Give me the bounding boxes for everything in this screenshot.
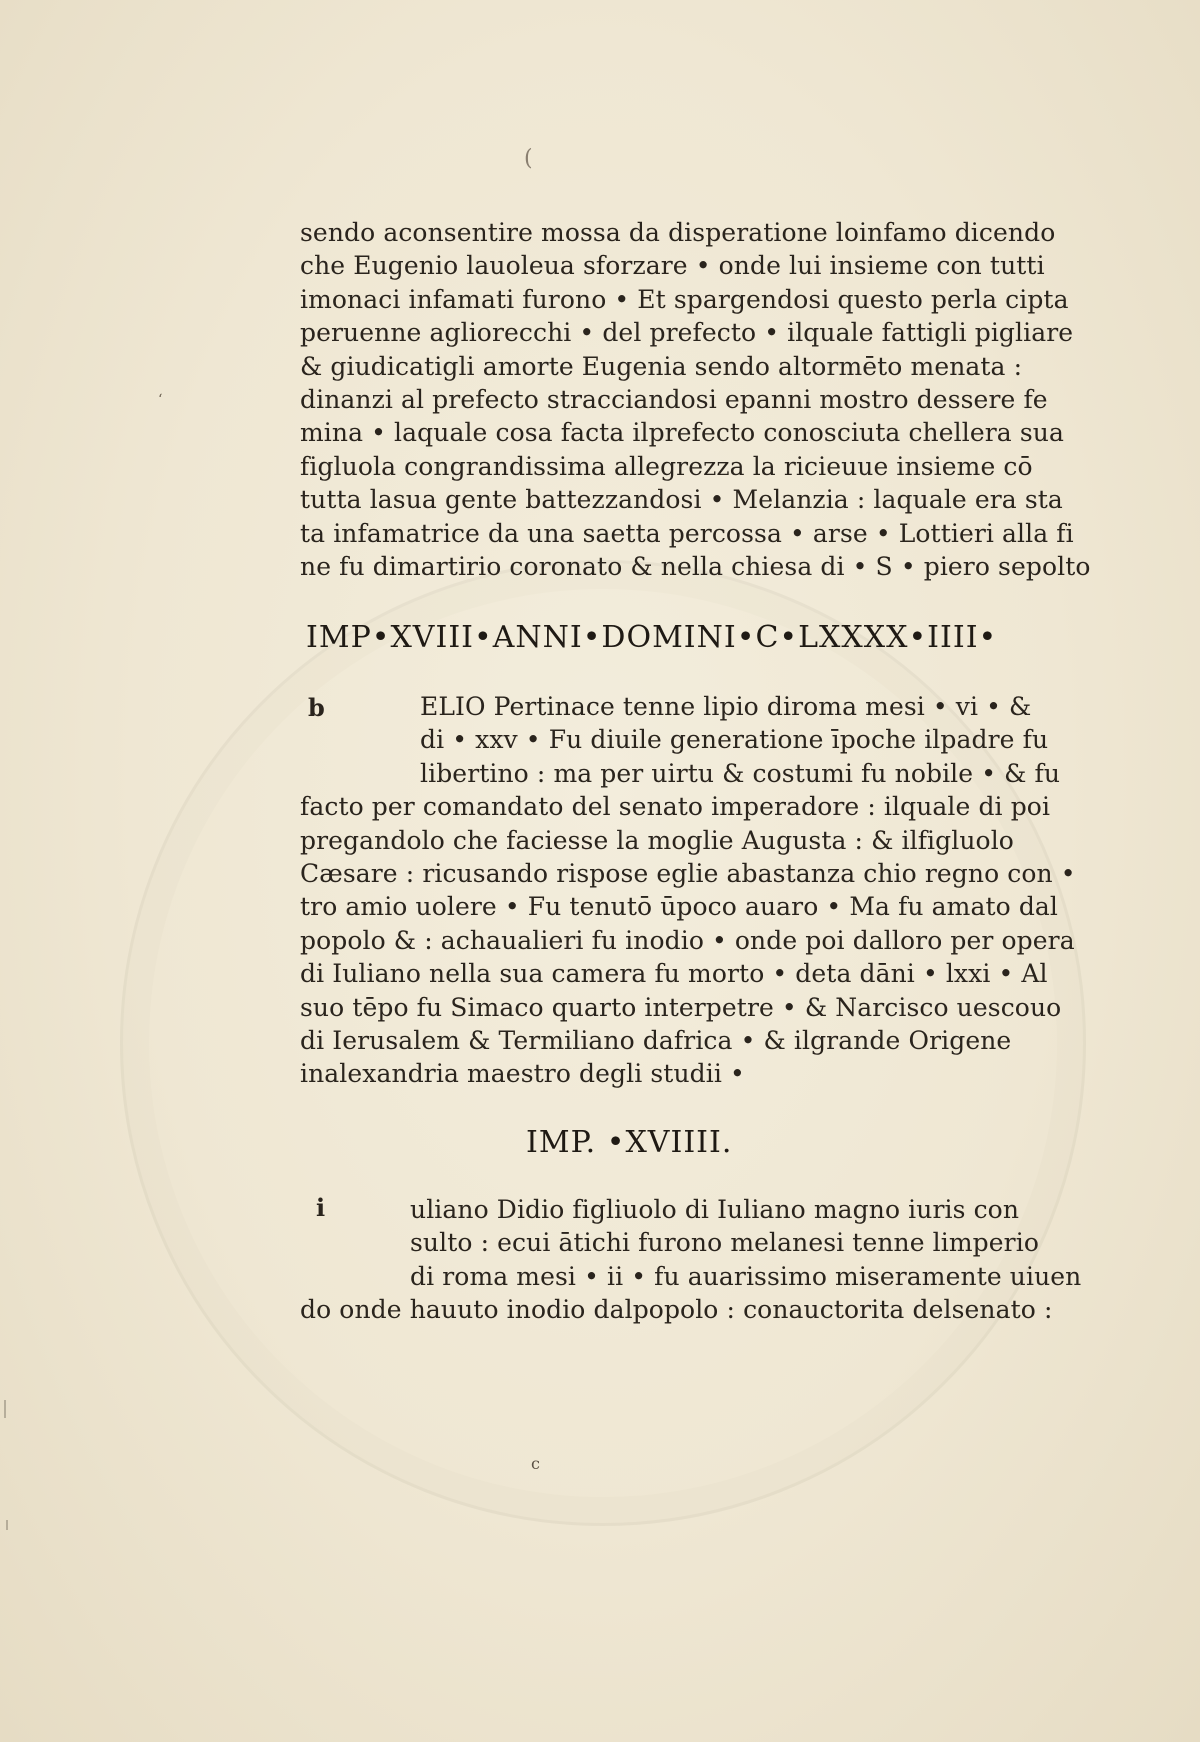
guide-letter-b: b: [308, 693, 325, 722]
paragraph-1-line: figluola congrandissima allegrezza la ricieuue insieme cō: [300, 451, 1033, 481]
paragraph-3-line: do onde hauuto inodio dalpopolo : conauctorita delsenato :: [300, 1295, 1053, 1325]
paragraph-1-line: dinanzi al prefecto stracciandosi epanni mostro dessere fe: [300, 385, 1048, 415]
paragraph-2-line: di Iuliano nella sua camera fu morto • deta dāni • lxxi • Al: [300, 959, 1048, 989]
paragraph-2-line: pregandolo che faciesse la moglie Augusta : & ilfigluolo: [300, 825, 1014, 855]
paragraph-1-line: sendo aconsentire mossa da disperatione loinfamo dicendo: [300, 218, 1056, 247]
paragraph-1-line: imonaci infamati furono • Et spargendosi questo perla cipta: [300, 284, 1069, 314]
guide-letter-i: i: [316, 1193, 326, 1222]
paragraph-2-indented-line: di • xxv • Fu diuile generatione īpoche ilpadre fu: [420, 725, 1049, 755]
paragraph-2-indented-line: libertino : ma per uirtu & costumi fu nobile • & fu: [420, 758, 1061, 788]
paragraph-1-line: tutta lasua gente battezzandosi • Melanzia : laquale era sta: [300, 485, 1063, 515]
paragraph-2-line: inalexandria maestro degli studii •: [300, 1059, 745, 1089]
paragraph-1-line: peruenne agliorecchi • del prefecto • ilquale fattigli pigliare: [300, 318, 1074, 348]
paragraph-1-line: ne fu dimartirio coronato & nella chiesa di • S • piero sepolto: [300, 552, 1091, 582]
paragraph-1-line: ta infamatrice da una saetta percossa • arse • Lottieri alla fi: [300, 518, 1074, 548]
signature-mark: c: [531, 1454, 540, 1473]
heading-imp-xviiii: IMP. •XVIIII.: [526, 1125, 733, 1160]
paragraph-1-line: che Eugenio lauoleua sforzare • onde lui insieme con tutti: [300, 251, 1045, 281]
side-margin-mark: ‘: [158, 392, 163, 408]
paragraph-2-line: di Ierusalem & Termiliano dafrica • & ilgrande Origene: [300, 1026, 1012, 1056]
heading-imp-xviii: IMP•XVIII•ANNI•DOMINI•C•LXXXX•IIII•: [306, 620, 998, 655]
paragraph-1: [300, 216, 1091, 583]
paragraph-2-indented-line: ELIO Pertinace tenne lipio diroma mesi • vi • &: [420, 692, 1032, 721]
paragraph-3-indented-line: uliano Didio figliuolo di Iuliano magno iuris con: [410, 1195, 1020, 1224]
margin-speck: [6, 1520, 8, 1530]
top-margin-mark: (: [524, 146, 533, 171]
paragraph-2: [300, 690, 1076, 1091]
paragraph-2-line: tro amio uolere • Fu tenutō ūpoco auaro • Ma fu amato dal: [300, 892, 1059, 922]
paragraph-2-line: Cæsare : ricusando rispose eglie abastanza chio regno con •: [300, 859, 1076, 889]
paragraph-2-line: popolo & : achaualieri fu inodio • onde poi dalloro per opera: [300, 925, 1075, 955]
paragraph-3: [300, 1193, 1082, 1327]
paragraph-1-line: mina • laquale cosa facta ilprefecto conosciuta chellera sua: [300, 418, 1064, 448]
paragraph-1-line: & giudicatigli amorte Eugenia sendo altormēto menata :: [300, 351, 1023, 381]
paragraph-2-line: facto per comandato del senato imperadore : ilquale di poi: [300, 792, 1051, 822]
margin-speck: [4, 1400, 6, 1418]
paragraph-3-indented-line: di roma mesi • ii • fu auarissimo miseramente uiuen: [410, 1261, 1082, 1291]
paragraph-3-indented-line: sulto : ecui ātichi furono melanesi tenne limperio: [410, 1228, 1039, 1258]
paragraph-2-line: suo tēpo fu Simaco quarto interpetre • & Narcisco uescouo: [300, 992, 1062, 1022]
